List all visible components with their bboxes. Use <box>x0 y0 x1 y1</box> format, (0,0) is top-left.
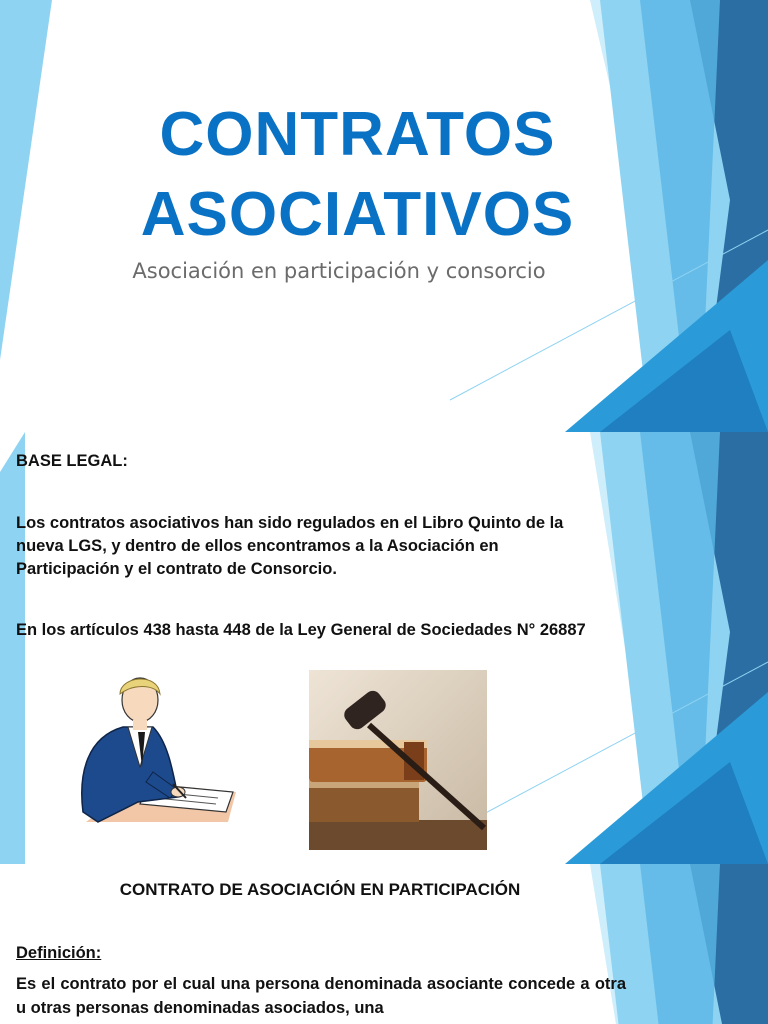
section-heading: CONTRATO DE ASOCIACIÓN EN PARTICIPACIÓN <box>119 880 521 899</box>
paragraph-1: Los contratos asociativos han sido regulados en el Libro Quinto de la nueva LGS, y dentro de ellos encontramos a la Asociación en Participación y el contrato de Consorcio. <box>16 514 564 578</box>
subtitle: Asociación en participación y consorcio <box>132 259 546 283</box>
paragraph-2: En los artículos 438 hasta 448 de la Ley General de Sociedades N° 26887 <box>16 621 586 639</box>
base-legal-heading: BASE LEGAL: <box>16 452 128 470</box>
definition-text: Es el contrato por el cual una persona denominada asociante concede a otra u otras personas denominadas asociados, una <box>16 975 626 1017</box>
definition-label: Definición: <box>16 944 102 962</box>
businessman-writing-icon <box>78 672 243 834</box>
gavel-books-photo <box>309 670 487 850</box>
title-line-1: CONTRATOS <box>159 100 556 169</box>
definicion-slide <box>0 864 768 1024</box>
title-line-2: ASOCIATIVOS <box>140 180 575 249</box>
base-legal-slide <box>0 432 768 864</box>
title-slide <box>0 0 768 432</box>
